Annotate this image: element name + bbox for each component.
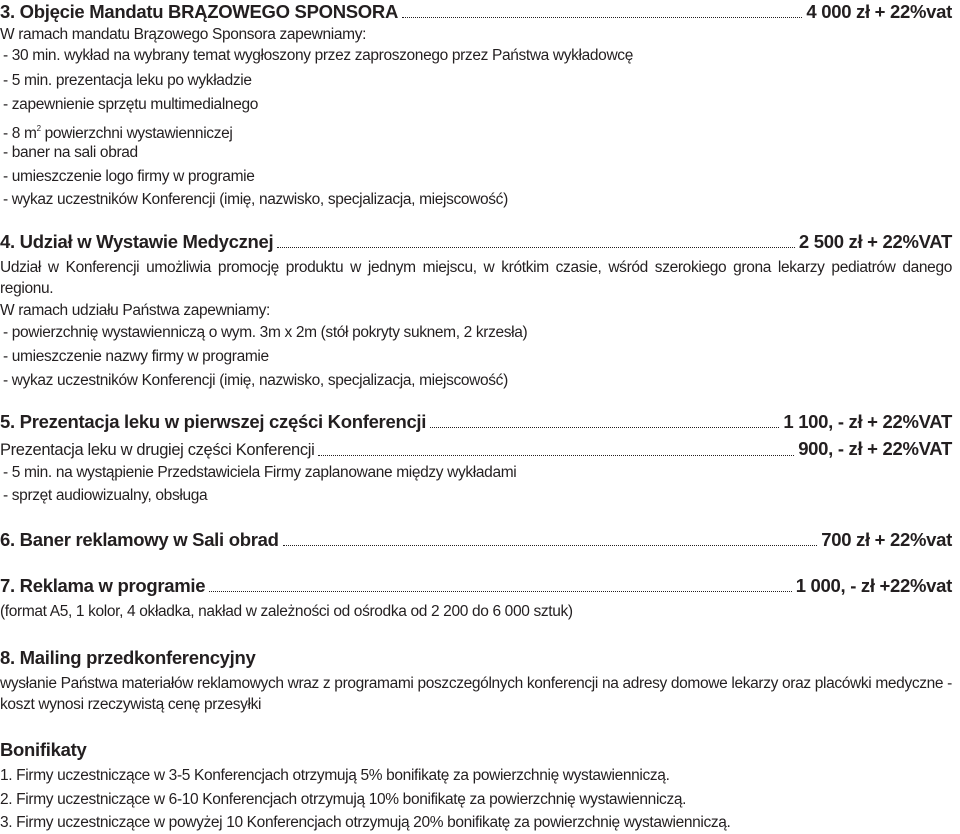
section-4-item: - powierzchnię wystawienniczą o wym. 3m x 2m (stół pokryty suknem, 2 krzesła) (3, 324, 528, 341)
section-4-heading (0, 232, 952, 252)
leader-dots (277, 246, 795, 248)
section-5-item: - sprzęt audiowizualny, obsługa (3, 487, 208, 504)
section-5-title: 5. Prezentacja leku w pierwszej części Konferencji (0, 411, 427, 432)
section-3-heading (0, 2, 952, 22)
section-6-price: 700 zł + 22%vat (821, 529, 952, 550)
section-4-price: 2 500 zł + 22%VAT (798, 231, 952, 252)
section-3-item: - 5 min. prezentacja leku po wykładzie (3, 72, 252, 89)
section-4-item: - umieszczenie nazwy firmy w programie (3, 348, 269, 365)
section-8-title: 8. Mailing przedkonferencyjny (0, 647, 256, 668)
section-5-sub-price: 900, - zł + 22%VAT (798, 438, 952, 459)
section-3-title: 3. Objęcie Mandatu BRĄZOWEGO SPONSORA (0, 1, 399, 22)
leader-dots (283, 544, 818, 546)
section-4-item: - wykaz uczestników Konferencji (imię, nazwisko, specjalizacja, miejscowość) (3, 372, 508, 389)
section-3-item: - 30 min. wykład na wybrany temat wygłoszony przez zaproszonego przez Państwa wykładowcę (3, 47, 633, 64)
section-7-note: (format A5, 1 kolor, 4 okładka, nakład w zależności od ośrodka od 2 200 do 6 000 sztuk) (0, 603, 573, 620)
section-4-intro: W ramach udziału Państwa zapewniamy: (0, 302, 270, 319)
section-3-item: - umieszczenie logo firmy w programie (3, 168, 255, 185)
discount-item: 1. Firmy uczestniczące w 3-5 Konferencjach otrzymują 5% bonifikatę za powierzchnię wystawienniczą. (0, 767, 670, 784)
discount-item: 3. Firmy uczestniczące w powyżej 10 Konferencjach otrzymują 20% bonifikatę za powierzchnię wystawienniczą. (0, 814, 731, 831)
area-superscript: 2 (36, 124, 41, 133)
section-5-item: - 5 min. na wystąpienie Przedstawiciela Firmy zaplanowane między wykładami (3, 464, 517, 481)
leader-dots (318, 454, 794, 456)
leader-dots (430, 426, 779, 428)
section-7-heading (0, 576, 952, 596)
section-3-item: - wykaz uczestników Konferencji (imię, nazwisko, specjalizacja, miejscowość) (3, 191, 508, 208)
discount-item: 2. Firmy uczestniczące w 6-10 Konferencjach otrzymują 10% bonifikatę za powierzchnię wystawienniczą. (0, 791, 687, 808)
section-3-item-area (0, 119, 952, 144)
area-label: powierzchni wystawienniczej (40, 125, 233, 142)
section-7-title: 7. Reklama w programie (0, 575, 206, 596)
section-5-sub-title: Prezentacja leku w drugiej części Konferencji (0, 441, 315, 459)
section-7-price: 1 000, - zł +22%vat (795, 575, 952, 596)
section-8-description: wysłanie Państwa materiałów reklamowych wraz z programami poszczególnych konferencji na adresy domowe lekarzy oraz placówki medyczne - koszt wynosi rzeczywistą cenę przesyłki (0, 675, 952, 713)
section-5-subheading (0, 439, 952, 460)
section-3-item: - baner na sali obrad (3, 144, 138, 161)
section-6-heading (0, 530, 952, 550)
section-6-title: 6. Baner reklamowy w Sali obrad (0, 529, 279, 550)
discounts-title: Bonifikaty (0, 739, 87, 760)
section-4-description: Udział w Konferencji umożliwia promocję produktu w jednym miejscu, w krótkim czasie, wśród szerokiego grona lekarzy pediatrów danego regionu. (0, 259, 952, 297)
section-5-price: 1 100, - zł + 22%VAT (783, 411, 952, 432)
section-5-heading (0, 412, 952, 432)
section-3-intro: W ramach mandatu Brązowego Sponsora zapewniamy: (0, 26, 367, 43)
section-3-price: 4 000 zł + 22%vat (806, 1, 952, 22)
section-4-title: 4. Udział w Wystawie Medycznej (0, 231, 274, 252)
section-3-item: - zapewnienie sprzętu multimedialnego (3, 96, 259, 113)
area-value: - 8 m (3, 125, 37, 142)
leader-dots (209, 590, 792, 592)
leader-dots (402, 16, 802, 18)
